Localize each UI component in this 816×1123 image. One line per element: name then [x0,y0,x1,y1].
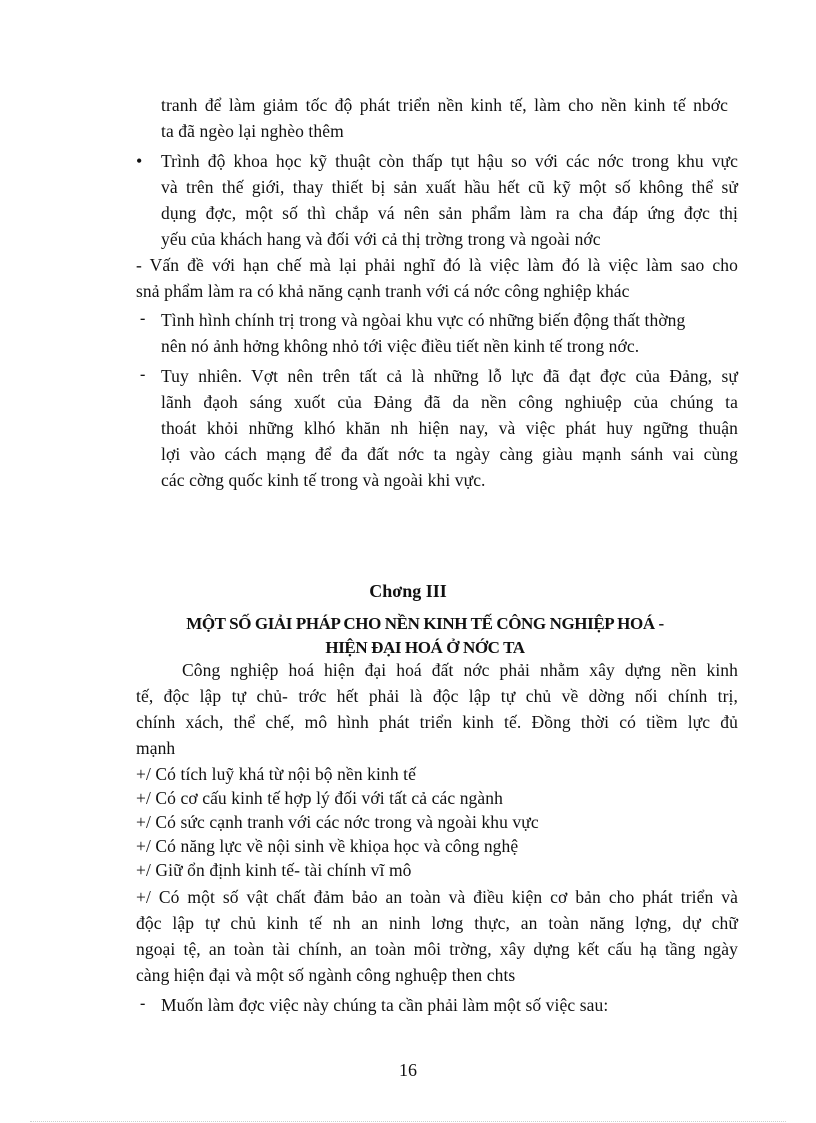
paragraph-line: lãnh đạoh sáng xuốt của Đảng đã da nền công nghiuệp của chúng ta [161,392,738,412]
section-heading: HIỆN ĐẠI HOÁ Ở NỚC TA [325,638,525,657]
list-item: Tuy nhiên. Vợt nên trên tất cả là những lỗ lực đã đạt đợc của Đảng, sự [161,366,738,386]
paragraph-line: - Vấn đề với hạn chế mà lại phải nghĩ đó là việc làm đó là việc làm sao cho [136,255,738,275]
paragraph-line: yếu của khách hang và đối với cả thị trờng trong và ngoài nớc [161,229,601,249]
paragraph-line: thoát khỏi những klhó khăn nh hiện nay, và việc phát huy ngững thuận [161,418,738,438]
paragraph-line: ngoại tệ, an toàn tài chính, an toàn môi trờng, xây dựng kết cấu hạ tầng ngày [136,939,738,959]
paragraph-line: dụng đợc, một số thì chắp vá nên sản phẩm làm ra cha đáp ứng đợc thị [161,203,738,223]
list-item: Trình độ khoa học kỹ thuật còn thấp tụt hậu so với các nớc trong khu vực [161,151,738,171]
paragraph-line: càng hiện đại và một số ngành công nghuệp then chts [136,965,516,985]
chapter-title: Chơng III [369,581,447,601]
paragraph-line: các cờng quốc kinh tế trong và ngoài khi vực. [161,470,486,490]
paragraph-line: tế, độc lập tự chủ- trớc hết phải là độc lập tự chủ về dờng nối chính trị, [136,686,738,706]
list-item: +/ Có cơ cấu kinh tế hợp lý đối với tất cả các ngành [136,788,503,808]
paragraph-line: lợi vào cách mạng để đa đất nớc ta ngày càng giàu mạnh sánh vai cùng [161,444,738,464]
dash-icon: - [140,366,146,383]
list-item: Tình hình chính trị trong và ngòai khu vực có những biến động thất thờng [161,310,686,330]
list-item: +/ Có tích luỹ khá từ nội bộ nền kinh tế [136,764,416,784]
dash-icon: - [140,310,146,327]
list-item: +/ Có sức cạnh tranh với các nớc trong và ngoài khu vực [136,812,539,832]
paragraph-line: tranh để làm giảm tốc độ phát triển nền kinh tế, làm cho nền kinh tế nbớc [161,95,728,115]
list-item: +/ Có năng lực về nội sinh về khiọa học và công nghệ [136,836,519,856]
paragraph-line: và trên thế giới, thay thiết bị sản xuất hầu hết cũ kỹ một số không thể sử [161,177,738,197]
page-number: 16 [399,1060,417,1080]
bullet-icon: • [136,151,143,171]
list-item: Muốn làm đợc việc này chúng ta cần phải làm một số việc sau: [161,995,609,1015]
paragraph-line: mạnh [136,738,176,758]
paragraph-line: Công nghiệp hoá hiện đại hoá đất nớc phải nhằm xây dựng nền kinh [182,660,738,680]
page-bottom-divider [30,1121,786,1122]
dash-icon: - [140,995,146,1012]
paragraph-line: ta đã ngèo lại nghèo thêm [161,121,344,141]
paragraph-line: độc lập tự chủ kinh tế nh an ninh lơng thực, an toàn năng lợng, dự chữ [136,913,738,933]
list-item: +/ Giữ ổn định kinh tế- tài chính vĩ mô [136,860,412,880]
section-heading: MỘT SỐ GIẢI PHÁP CHO NỀN KINH TẾ CÔNG NGHIỆP HOÁ - [186,614,664,633]
paragraph-line: nên nó ảnh hởng không nhỏ tới việc điều tiết nền kinh tế trong nớc. [161,336,640,356]
paragraph-line: chính xách, thể chế, mô hình phát triển kinh tế. Đồng thời có tiềm lực đủ [136,712,738,732]
paragraph-line: snả phẩm làm ra có khả năng cạnh tranh với cá nớc công nghiệp khác [136,281,630,301]
list-item: +/ Có một số vật chất đảm bảo an toàn và điều kiện cơ bản cho phát triển và [136,887,738,907]
